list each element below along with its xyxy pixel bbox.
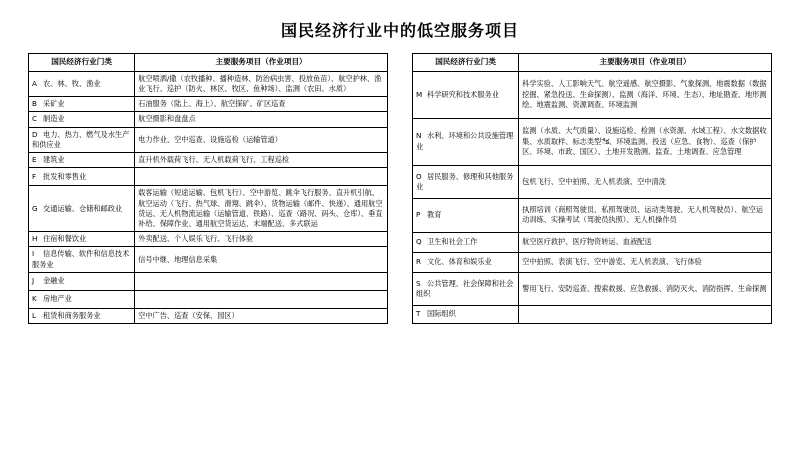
category-name: 金融业 xyxy=(43,276,65,286)
row-service: 载客运输（短途运输、包机飞行）、空中游览、跳伞飞行服务、直升机引航、航空运动（飞行、热气球、滑翔、跳伞）、货物运输（邮件、快递）、通用航空货运、无人机物流运输（运输管道、铁路）、巡查（路况、码头、仓库）、垂直补给、保障作业、通用航空货运达、末端配送、多式联运 xyxy=(135,186,388,232)
row-category xyxy=(29,186,135,232)
category-name: 科学研究和技术服务业 xyxy=(427,89,499,99)
category-name: 教育 xyxy=(427,210,442,220)
row-category xyxy=(29,97,135,112)
row-service: 空中广告、巡查（安保、园区） xyxy=(135,308,388,323)
category-name: 交通运输、仓储和邮政业 xyxy=(43,203,123,213)
category-code: O xyxy=(416,171,422,181)
table-row xyxy=(29,308,388,323)
table-header-row xyxy=(29,54,388,72)
row-category xyxy=(413,199,519,232)
category-code: G xyxy=(32,203,38,213)
row-service: 警用飞行、安防巡查、搜索救援、应急救援、消防灭火、消防指挥、生命探测 xyxy=(519,272,772,306)
table-row xyxy=(29,232,388,247)
category-name: 租赁和商务服务业 xyxy=(43,310,101,320)
right-industry-table xyxy=(412,53,772,324)
row-service: 石油服务（陆上、海上）、航空探矿、矿区巡查 xyxy=(135,97,388,112)
left-table-body xyxy=(29,71,388,323)
header-service: 主要服务项目（作业项目） xyxy=(519,54,772,72)
row-service xyxy=(135,168,388,186)
category-code: H xyxy=(32,234,38,244)
row-service: 航空医疗救护、医疗物资转运、血液配送 xyxy=(519,232,772,252)
row-category xyxy=(29,112,135,127)
row-service: 科学实验、人工影响天气、航空遥感、航空摄影、气象探测、地震数据（数据挖掘、紧急投送、生命探测）、监测（海洋、环境、生态）、地址勘查、地形测绘、地震监测、资源调查、环境监测 xyxy=(519,71,772,118)
row-category xyxy=(413,165,519,198)
row-category xyxy=(413,272,519,306)
header-category: 国民经济行业门类 xyxy=(29,54,135,72)
table-header-row xyxy=(413,54,772,72)
row-category xyxy=(413,252,519,272)
tables-container xyxy=(0,53,800,324)
category-name: 文化、体育和娱乐业 xyxy=(427,256,492,266)
category-code: F xyxy=(32,171,37,181)
category-code: B xyxy=(32,99,37,109)
row-category xyxy=(413,232,519,252)
category-name: 水利、环境和公共设施管理业 xyxy=(416,131,514,151)
category-name: 建筑业 xyxy=(43,155,65,165)
table-row xyxy=(29,97,388,112)
table-row xyxy=(29,127,388,152)
category-code: L xyxy=(32,310,37,320)
right-table-body xyxy=(413,71,772,323)
category-name: 国际组织 xyxy=(427,309,456,319)
row-category xyxy=(29,153,135,168)
category-code: P xyxy=(416,210,421,220)
table-row xyxy=(413,252,772,272)
row-service: 监测（水质、大气质量）、设施巡检、检测（水资源、水域工程）、水文数据收集、水质取样、标志类型ేక、环境监测、投送（应急、食物）、巡查（保护区、环境、市政、国区）、土地开发勘测、监查、土地调查、应急管理 xyxy=(519,118,772,165)
category-code: N xyxy=(416,131,422,141)
category-code: D xyxy=(32,129,38,139)
category-name: 公共管理、社会保障和社会组织 xyxy=(416,278,514,298)
category-code: K xyxy=(32,294,37,304)
page-title: 国民经济行业中的低空服务项目 xyxy=(280,21,519,40)
category-name: 批发和零售业 xyxy=(43,171,87,181)
row-service: 电力作业、空中巡查、设施巡检（运输管道） xyxy=(135,127,388,152)
table-row xyxy=(29,153,388,168)
right-table-head xyxy=(413,54,772,72)
table-row xyxy=(29,186,388,232)
table-row xyxy=(29,71,388,96)
left-industry-table xyxy=(28,53,388,324)
table-row xyxy=(29,168,388,186)
row-category xyxy=(29,290,135,308)
row-service: 航空喷洒/撒（农牧播种、播种造林、防治病虫害、投放鱼苗）、航空护林、渔业飞行、巡护（防火、林区、牧区、鱼种场）、监测（农田、水质） xyxy=(135,71,388,96)
table-row xyxy=(413,232,772,252)
header-service: 主要服务项目（作业项目） xyxy=(135,54,388,72)
category-code: J xyxy=(32,276,35,286)
row-category xyxy=(29,168,135,186)
header-category: 国民经济行业门类 xyxy=(413,54,519,72)
category-name: 信息传输、软件和信息技术服务业 xyxy=(32,249,130,269)
row-service: 空中拍照、表演飞行、空中游览、无人机表演、飞行体验 xyxy=(519,252,772,272)
category-code: M xyxy=(416,89,423,99)
table-row xyxy=(29,247,388,272)
row-category xyxy=(413,118,519,165)
row-category xyxy=(29,272,135,290)
table-row xyxy=(413,165,772,198)
category-name: 居民服务、修理和其他服务业 xyxy=(416,171,514,191)
row-category xyxy=(29,127,135,152)
category-code: I xyxy=(32,249,35,259)
category-code: R xyxy=(416,256,421,266)
row-service: 包机飞行、空中拍照、无人机表演、空中清洗 xyxy=(519,165,772,198)
category-name: 采矿业 xyxy=(43,99,65,109)
table-row xyxy=(413,199,772,232)
table-row xyxy=(413,306,772,324)
category-code: T xyxy=(416,309,421,319)
row-service: 航空摄影和盘盘点 xyxy=(135,112,388,127)
table-row xyxy=(413,71,772,118)
row-service: 外卖配送、个人娱乐飞行、飞行体验 xyxy=(135,232,388,247)
category-code: Q xyxy=(416,236,422,246)
row-service: 信号中继、地理信息采集 xyxy=(135,247,388,272)
row-service: 直升机外载荷飞行、无人机载荷飞行、工程巡检 xyxy=(135,153,388,168)
category-name: 住宿和餐饮业 xyxy=(43,234,87,244)
row-category xyxy=(413,71,519,118)
category-name: 农、林、牧、渔业 xyxy=(43,78,101,88)
category-name: 卫生和社会工作 xyxy=(427,236,478,246)
left-table-head xyxy=(29,54,388,72)
table-row xyxy=(29,112,388,127)
row-service xyxy=(135,290,388,308)
table-row xyxy=(413,118,772,165)
category-code: E xyxy=(32,155,37,165)
row-service: 执照培训（商照驾驶员、私照驾驶员、运动类驾驶、无人机驾驶员）、航空运动训练、实操考试（驾驶员执照）、无人机操作员 xyxy=(519,199,772,232)
category-code: S xyxy=(416,278,421,288)
table-row xyxy=(413,272,772,306)
row-category xyxy=(29,247,135,272)
category-code: A xyxy=(32,78,37,88)
table-row xyxy=(29,272,388,290)
row-category xyxy=(413,306,519,324)
row-category xyxy=(29,71,135,96)
row-category xyxy=(29,232,135,247)
category-name: 电力、热力、燃气及水生产和供应业 xyxy=(32,129,130,149)
category-code: C xyxy=(32,114,38,124)
category-name: 房地产业 xyxy=(43,294,72,304)
row-category xyxy=(29,308,135,323)
category-name: 制造业 xyxy=(43,114,65,124)
table-row xyxy=(29,290,388,308)
row-service xyxy=(519,306,772,324)
row-service xyxy=(135,272,388,290)
